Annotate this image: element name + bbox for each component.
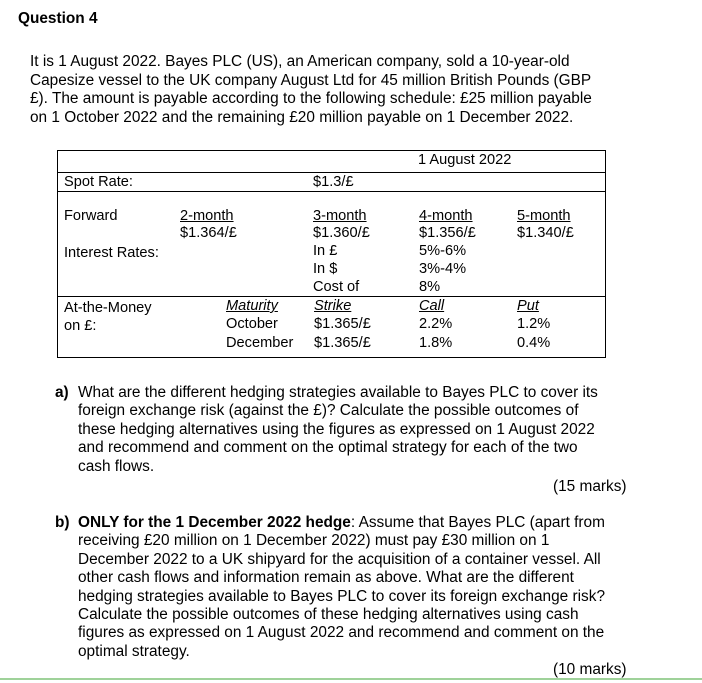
interest-value: 5%-6% — [419, 243, 467, 259]
question-line: figures as expressed on 1 August 2022 and recommend and comment on the — [78, 624, 605, 642]
forward-tenor: 2-month — [180, 208, 234, 224]
option-call: 1.8% — [419, 335, 453, 351]
page-bottom-divider — [0, 678, 702, 680]
forward-rate: $1.364/£ — [180, 225, 237, 241]
question-line: December 2022 to a UK shipyard for the acquisition of a container vessel. All — [78, 550, 601, 568]
atm-label: on £: — [64, 318, 97, 334]
question-b-label: b) — [55, 514, 70, 531]
question-b-marks: (10 marks) — [553, 661, 627, 678]
question-b-emphasis: ONLY for the 1 December 2022 hedge — [78, 514, 351, 531]
intro-paragraph — [30, 53, 592, 127]
option-put: 1.2% — [517, 316, 551, 332]
option-call: 2.2% — [419, 316, 453, 332]
question-line: Calculate the possible outcomes of these hedging alternatives using cash — [78, 606, 579, 624]
option-strike: $1.365/£ — [314, 316, 371, 332]
question-line: receiving £20 million on 1 December 2022) must pay £30 million on 1 — [78, 532, 550, 550]
forward-label: Forward — [64, 208, 118, 224]
intro-line: Capesize vessel to the UK company August Ltd for 45 million British Pounds (GBP — [30, 71, 592, 89]
option-maturity: December — [226, 335, 294, 351]
intro-line: on 1 October 2022 and the remaining £20 million payable on 1 December 2022. — [30, 108, 574, 126]
interest-label: In $ — [313, 261, 338, 277]
forward-tenor: 4-month — [419, 208, 473, 224]
interest-value: 3%-4% — [419, 261, 467, 277]
question-line: other cash flows and information remain as above. What are the different — [78, 569, 574, 587]
spot-rate-value: $1.3/£ — [313, 174, 354, 190]
question-b-first-line-rest: : Assume that Bayes PLC (apart from — [350, 514, 605, 531]
spot-rate-label: Spot Rate: — [64, 174, 133, 190]
option-strike: $1.365/£ — [314, 335, 371, 351]
put-header: Put — [517, 298, 539, 314]
table-divider — [58, 172, 605, 173]
interest-rates-label: Interest Rates: — [64, 245, 159, 261]
question-line: cash flows. — [78, 457, 155, 475]
question-line: these hedging alternatives using the figures as expressed on 1 August 2022 — [78, 420, 595, 438]
intro-line: £). The amount is payable according to the following schedule: £25 million payable — [30, 90, 592, 108]
question-line: What are the different hedging strategies available to Bayes PLC to cover its — [78, 384, 598, 401]
question-a-marks: (15 marks) — [553, 478, 627, 495]
question-a-label: a) — [55, 384, 69, 401]
question-line — [78, 514, 688, 532]
date-header: 1 August 2022 — [418, 152, 512, 168]
question-b-text — [78, 514, 688, 661]
maturity-header: Maturity — [226, 298, 278, 314]
option-put: 0.4% — [517, 335, 551, 351]
rates-table — [57, 150, 606, 358]
forward-rate: $1.356/£ — [419, 225, 476, 241]
strike-header: Strike — [314, 298, 352, 314]
call-header: Call — [419, 298, 445, 314]
question-heading: Question 4 — [18, 10, 98, 27]
intro-line: It is 1 August 2022. Bayes PLC (US), an American company, sold a 10-year-old — [30, 53, 570, 70]
question-a-text — [78, 384, 678, 476]
forward-tenor: 3-month — [313, 208, 367, 224]
question-line: optimal strategy. — [78, 642, 190, 660]
question-line: and recommend and comment on the optimal strategy for each of the two — [78, 439, 578, 457]
question-line: foreign exchange risk (against the £)? Calculate the possible outcomes of — [78, 402, 579, 420]
option-maturity: October — [226, 316, 278, 332]
forward-rate: $1.360/£ — [313, 225, 370, 241]
forward-rate: $1.340/£ — [517, 225, 574, 241]
atm-label: At-the-Money — [64, 300, 152, 316]
question-line: hedging strategies available to Bayes PLC to cover its foreign exchange risk? — [78, 587, 606, 605]
forward-tenor: 5-month — [517, 208, 571, 224]
interest-label: Cost of — [313, 279, 360, 295]
interest-label: In £ — [313, 243, 338, 259]
interest-value: 8% — [419, 279, 441, 295]
